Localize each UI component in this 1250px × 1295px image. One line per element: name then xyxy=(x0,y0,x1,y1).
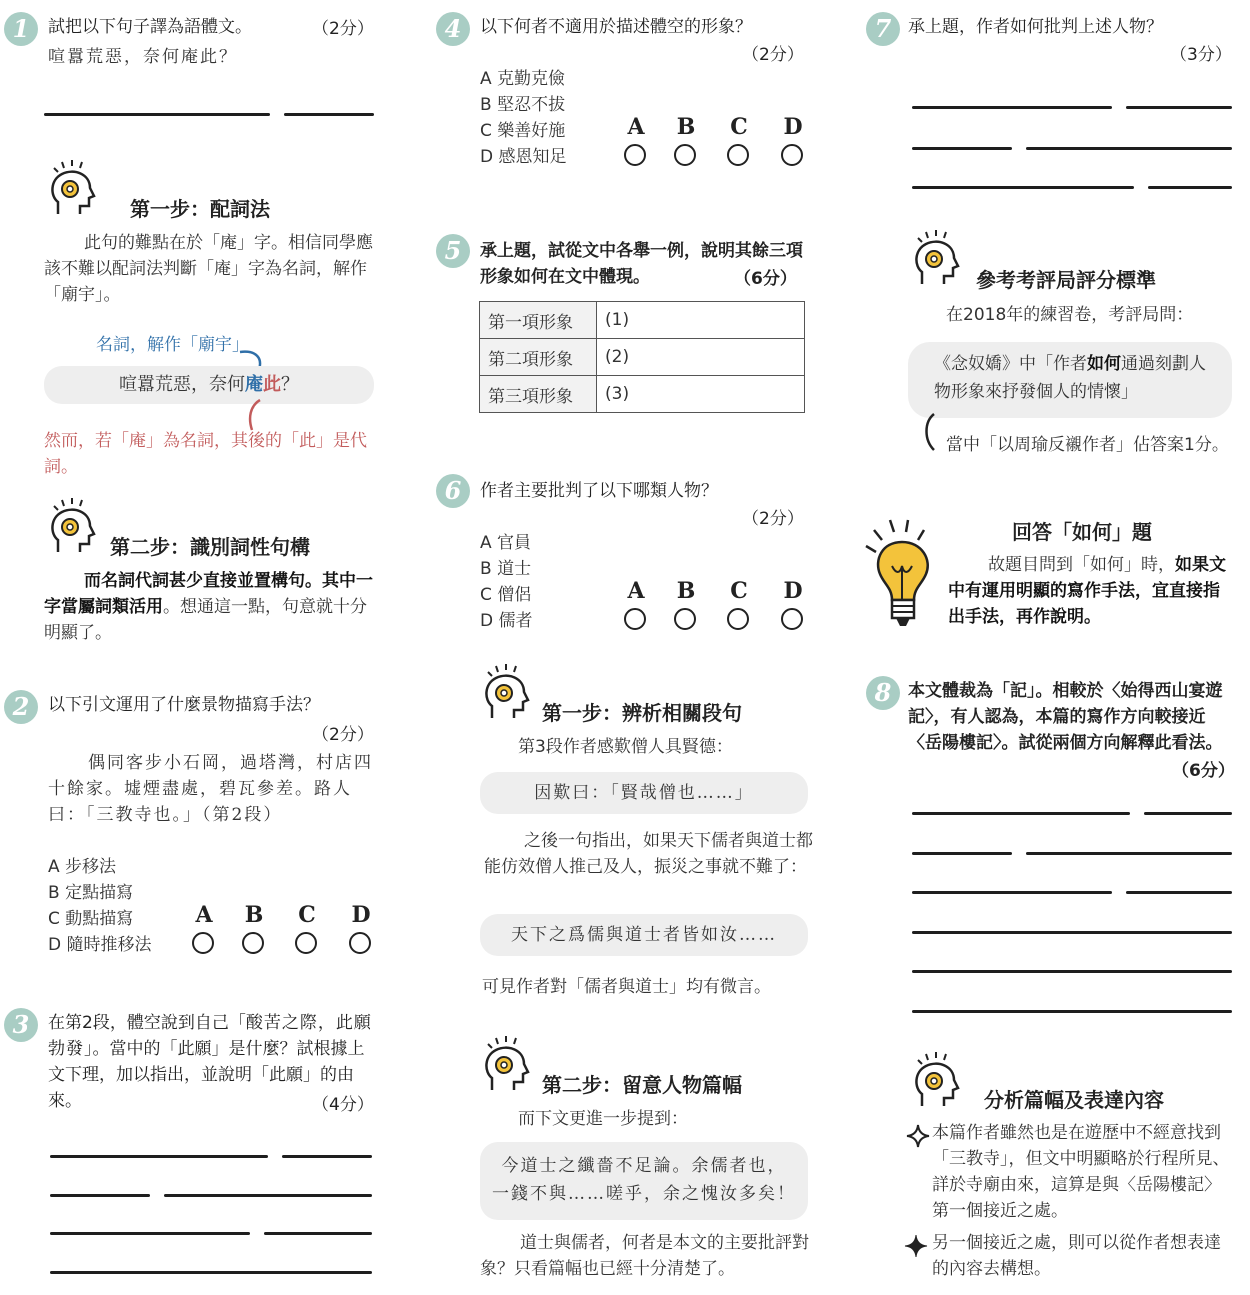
answer-line[interactable] xyxy=(912,147,1012,150)
pill-ci: 此 xyxy=(263,374,281,395)
question-number-5: 5 xyxy=(436,234,470,268)
sparkle-outline-icon xyxy=(906,1124,930,1148)
answer-line[interactable] xyxy=(50,1155,268,1158)
q2-choice-bubbles xyxy=(190,902,390,962)
q4-points: （2分） xyxy=(742,45,804,65)
tip-body-plain: 故題目問到「如何」時， xyxy=(988,555,1175,575)
ref-quote-a: 《念奴嬌》中「作者 xyxy=(934,354,1087,374)
choice-bubble-b[interactable] xyxy=(242,932,264,954)
q7-points: （3分） xyxy=(1170,45,1232,65)
q3-question-b: 」。當中的「此願」是什麼？試根據上文下理，加以指出，並說明「此願」的由來。 xyxy=(48,1039,365,1111)
answer-line[interactable] xyxy=(912,106,1112,109)
question-number-4: 4 xyxy=(436,12,470,46)
step1b-intro: 第3段作者感歎僧人具賢德： xyxy=(518,737,733,757)
q8-question: 本文體裁為「記」。相較於〈始得西山宴遊記〉，有人認為，本篇的寫作方向較接近〈岳陽樓記〉。試從兩個方向解釋此看法。 xyxy=(908,681,1223,753)
column-left xyxy=(0,0,400,1295)
question-number-6: 6 xyxy=(436,474,470,508)
column-right xyxy=(860,0,1250,1295)
q3-question-a: 在第2段，體空說到自己「 xyxy=(48,1013,246,1033)
step2a-body xyxy=(44,568,374,646)
answer-line[interactable] xyxy=(282,1155,372,1158)
tip-title: 回答「如何」題 xyxy=(1012,520,1152,544)
choice-bubble-b[interactable] xyxy=(674,144,696,166)
step2a-title: 第二步：識別詞性句構 xyxy=(110,535,310,559)
choice-bubble-d[interactable] xyxy=(781,608,803,630)
answer-line[interactable] xyxy=(912,931,1232,934)
answer-line[interactable] xyxy=(1026,147,1232,150)
answer-line[interactable] xyxy=(912,1010,1232,1013)
step2b-title: 第二步：留意人物篇幅 xyxy=(542,1073,742,1097)
ref-intro: 在2018年的練習卷，考評局問： xyxy=(946,305,1194,325)
answer-line[interactable] xyxy=(912,812,1130,815)
head-gear-icon xyxy=(478,662,534,722)
q2-points: （2分） xyxy=(312,725,374,745)
quote-pill: 因歎曰：「賢哉僧也……」 xyxy=(480,772,808,814)
step2b-body: 道士與儒者，何者是本文的主要批評對象？只看篇幅也已經十分清楚了。 xyxy=(480,1233,809,1279)
answer-line[interactable] xyxy=(912,186,1134,189)
answer-line[interactable] xyxy=(50,1194,150,1197)
analysis-point-2: 另一個接近之處，則可以從作者想表達的內容去構想。 xyxy=(932,1233,1221,1279)
quote-line-1: 今道士之纖嗇不足論。余儒者也， xyxy=(501,1156,787,1176)
choice-label-b: B xyxy=(676,578,696,604)
q2-option-d[interactable]: D 隨時推移法 xyxy=(48,935,152,955)
ref-quote-pill xyxy=(908,342,1232,418)
arrow-red-icon xyxy=(242,396,272,432)
step1b-body: 之後一句指出，如果天下儒者與道士都能仿效僧人推己及人，振災之事就不難了： xyxy=(484,831,813,877)
ref-title: 參考考評局評分標準 xyxy=(976,268,1156,292)
choice-bubble-c[interactable] xyxy=(295,932,317,954)
quote-line-2: 一錢不與……嗟乎，余之愧汝多矣！ xyxy=(492,1184,796,1204)
answer-line[interactable] xyxy=(1026,852,1232,855)
answer-line[interactable] xyxy=(1148,186,1232,189)
q1-question: 試把以下句子譯為語體文。 xyxy=(48,17,252,37)
pill-suffix: ？ xyxy=(281,374,299,395)
q6-question: 作者主要批判了以下哪類人物？ xyxy=(480,481,718,501)
step2b-intro: 而下文更進一步提到： xyxy=(518,1109,688,1129)
choice-bubble-d[interactable] xyxy=(781,144,803,166)
choice-label-b: B xyxy=(676,114,696,140)
head-gear-icon xyxy=(478,1034,534,1094)
lightbulb-icon xyxy=(862,516,944,630)
table-cell-answer[interactable]: (2) xyxy=(597,339,805,376)
choice-bubble-d[interactable] xyxy=(349,932,371,954)
bracket-arrow-icon xyxy=(920,412,940,456)
question-number-8: 8 xyxy=(866,676,900,710)
q8-points: （6分） xyxy=(1172,761,1235,781)
pill-an: 庵 xyxy=(245,374,263,395)
choice-label-a: A xyxy=(195,902,213,928)
question-number-7: 7 xyxy=(866,12,900,46)
table-cell-label: 第一項形象 xyxy=(480,302,597,339)
q4-option-b[interactable]: B 堅忍不拔 xyxy=(480,95,566,115)
q2-quote: 偶同客步小石岡，過塔灣，村店四十餘家。墟煙盡處，碧瓦參差。路人曰：「三教寺也。」（第2段） xyxy=(48,753,373,825)
q6-option-b[interactable]: B 道士 xyxy=(480,559,532,579)
step1-title: 第一步：配詞法 xyxy=(130,197,270,221)
choice-bubble-b[interactable] xyxy=(674,608,696,630)
q4-question: 以下何者不適用於描述體空的形象？ xyxy=(480,17,752,37)
answer-line[interactable] xyxy=(912,970,1232,973)
q4-option-a[interactable]: A 克勤克儉 xyxy=(480,69,566,89)
head-gear-icon xyxy=(908,1050,964,1110)
q5-points: （6分） xyxy=(734,269,797,289)
choice-label-a: A xyxy=(627,114,645,140)
analysis-title: 分析篇幅及表達內容 xyxy=(984,1088,1164,1112)
quote-pill xyxy=(480,1142,808,1220)
tip-body xyxy=(948,552,1236,630)
table-row xyxy=(480,302,805,339)
choice-bubble-a[interactable] xyxy=(192,932,214,954)
head-gear-icon xyxy=(44,158,100,218)
q6-option-a[interactable]: A 官員 xyxy=(480,533,532,553)
answer-line[interactable] xyxy=(284,113,374,116)
table-cell-answer[interactable]: (1) xyxy=(597,302,805,339)
answer-line[interactable] xyxy=(912,852,1012,855)
choice-label-d: D xyxy=(351,902,371,928)
q3-points: （4分） xyxy=(312,1095,374,1115)
choice-label-c: C xyxy=(730,578,748,604)
step1b-conclusion: 可見作者對「儒者與道士」均有微言。 xyxy=(482,977,771,997)
pill-prefix: 喧囂荒惡，奈何 xyxy=(119,374,245,395)
table-cell-label: 第三項形象 xyxy=(480,376,597,413)
answer-line[interactable] xyxy=(264,1232,372,1235)
choice-bubble-c[interactable] xyxy=(727,608,749,630)
question-number-1: 1 xyxy=(4,12,38,46)
answer-line[interactable] xyxy=(44,113,270,116)
ref-quote-bold: 如何 xyxy=(1087,354,1121,374)
q4-option-c[interactable]: C 樂善好施 xyxy=(480,121,566,141)
answer-line[interactable] xyxy=(164,1194,372,1197)
q5-table xyxy=(479,301,805,413)
choice-bubble-a[interactable] xyxy=(624,144,646,166)
ref-quote-b: 通過刻劃人物形象來抒發個人的情懷」 xyxy=(934,354,1206,402)
answer-line[interactable] xyxy=(50,1232,250,1235)
note-noun: 名詞，解作「廟宇」 xyxy=(96,335,249,355)
choice-bubble-c[interactable] xyxy=(727,144,749,166)
q4-choice-bubbles xyxy=(622,114,822,174)
choice-bubble-a[interactable] xyxy=(624,608,646,630)
table-cell-label: 第二項形象 xyxy=(480,339,597,376)
quote-pill xyxy=(44,366,374,404)
q1-points: （2分） xyxy=(312,19,374,39)
q2-option-c[interactable]: C 動點描寫 xyxy=(48,909,134,929)
answer-line[interactable] xyxy=(1126,106,1232,109)
column-middle xyxy=(430,0,830,1295)
q6-option-c[interactable]: C 僧侶 xyxy=(480,585,532,605)
question-number-3: 3 xyxy=(4,1008,38,1042)
q6-option-d[interactable]: D 儒者 xyxy=(480,611,533,631)
step2a-bold: 而名詞代詞甚少直接並置構句。其中一字當屬詞類活用 xyxy=(44,571,373,617)
head-gear-icon xyxy=(44,496,100,556)
q7-question: 承上題，作者如何批判上述人物？ xyxy=(908,17,1163,37)
choice-label-d: D xyxy=(783,578,803,604)
question-number-2: 2 xyxy=(4,690,38,724)
choice-label-b: B xyxy=(244,902,264,928)
step2a-rest: 。想通這一點，句意就十分明顯了。 xyxy=(44,597,367,643)
q2-option-a[interactable]: A 步移法 xyxy=(48,857,117,877)
step1b-title: 第一步：辨析相關段句 xyxy=(542,701,742,725)
answer-line[interactable] xyxy=(912,891,1112,894)
analysis-point-1: 本篇作者雖然也是在遊歷中不經意找到「三教寺」，但文中明顯略於行程所見、詳於寺廟由來，這算是與〈岳陽樓記〉第一個接近之處。 xyxy=(932,1123,1230,1221)
q1-quote: 喧囂荒惡，奈何庵此？ xyxy=(48,47,238,67)
ref-note: 當中「以周瑜反襯作者」佔答案1分。 xyxy=(946,435,1229,455)
sparkle-solid-icon xyxy=(904,1234,928,1258)
answer-line[interactable] xyxy=(1144,812,1232,815)
q6-choice-bubbles xyxy=(622,578,822,638)
head-gear-icon xyxy=(908,228,964,288)
table-cell-answer[interactable]: (3) xyxy=(597,376,805,413)
q6-points: （2分） xyxy=(742,509,804,529)
table-row xyxy=(480,339,805,376)
q2-question: 以下引文運用了什麼景物描寫手法？ xyxy=(48,695,320,715)
q2-option-b[interactable]: B 定點描寫 xyxy=(48,883,134,903)
tip-body-bold: 如果文中有運用明顯的寫作手法，宜直接指出手法，再作說明。 xyxy=(948,555,1226,627)
choice-label-c: C xyxy=(298,902,316,928)
answer-line[interactable] xyxy=(50,1271,372,1274)
choice-label-a: A xyxy=(627,578,645,604)
choice-label-d: D xyxy=(783,114,803,140)
step1-body: 此句的難點在於「庵」字。相信同學應該不難以配詞法判斷「庵」字為名詞，解作「廟宇」。 xyxy=(44,233,373,305)
table-row xyxy=(480,376,805,413)
answer-line[interactable] xyxy=(1126,891,1232,894)
q3-quote: 酸苦之際，此願勃發 xyxy=(48,1013,372,1059)
note-pronoun: 然而，若「庵」為名詞，其後的「此」是代詞。 xyxy=(44,431,367,477)
quote-pill: 天下之爲儒與道士者皆如汝…… xyxy=(480,914,808,956)
q4-option-d[interactable]: D 感恩知足 xyxy=(480,147,567,167)
q5-question: 承上題，試從文中各舉一例，說明其餘三項形象如何在文中體現。 xyxy=(480,241,803,287)
choice-label-c: C xyxy=(730,114,748,140)
